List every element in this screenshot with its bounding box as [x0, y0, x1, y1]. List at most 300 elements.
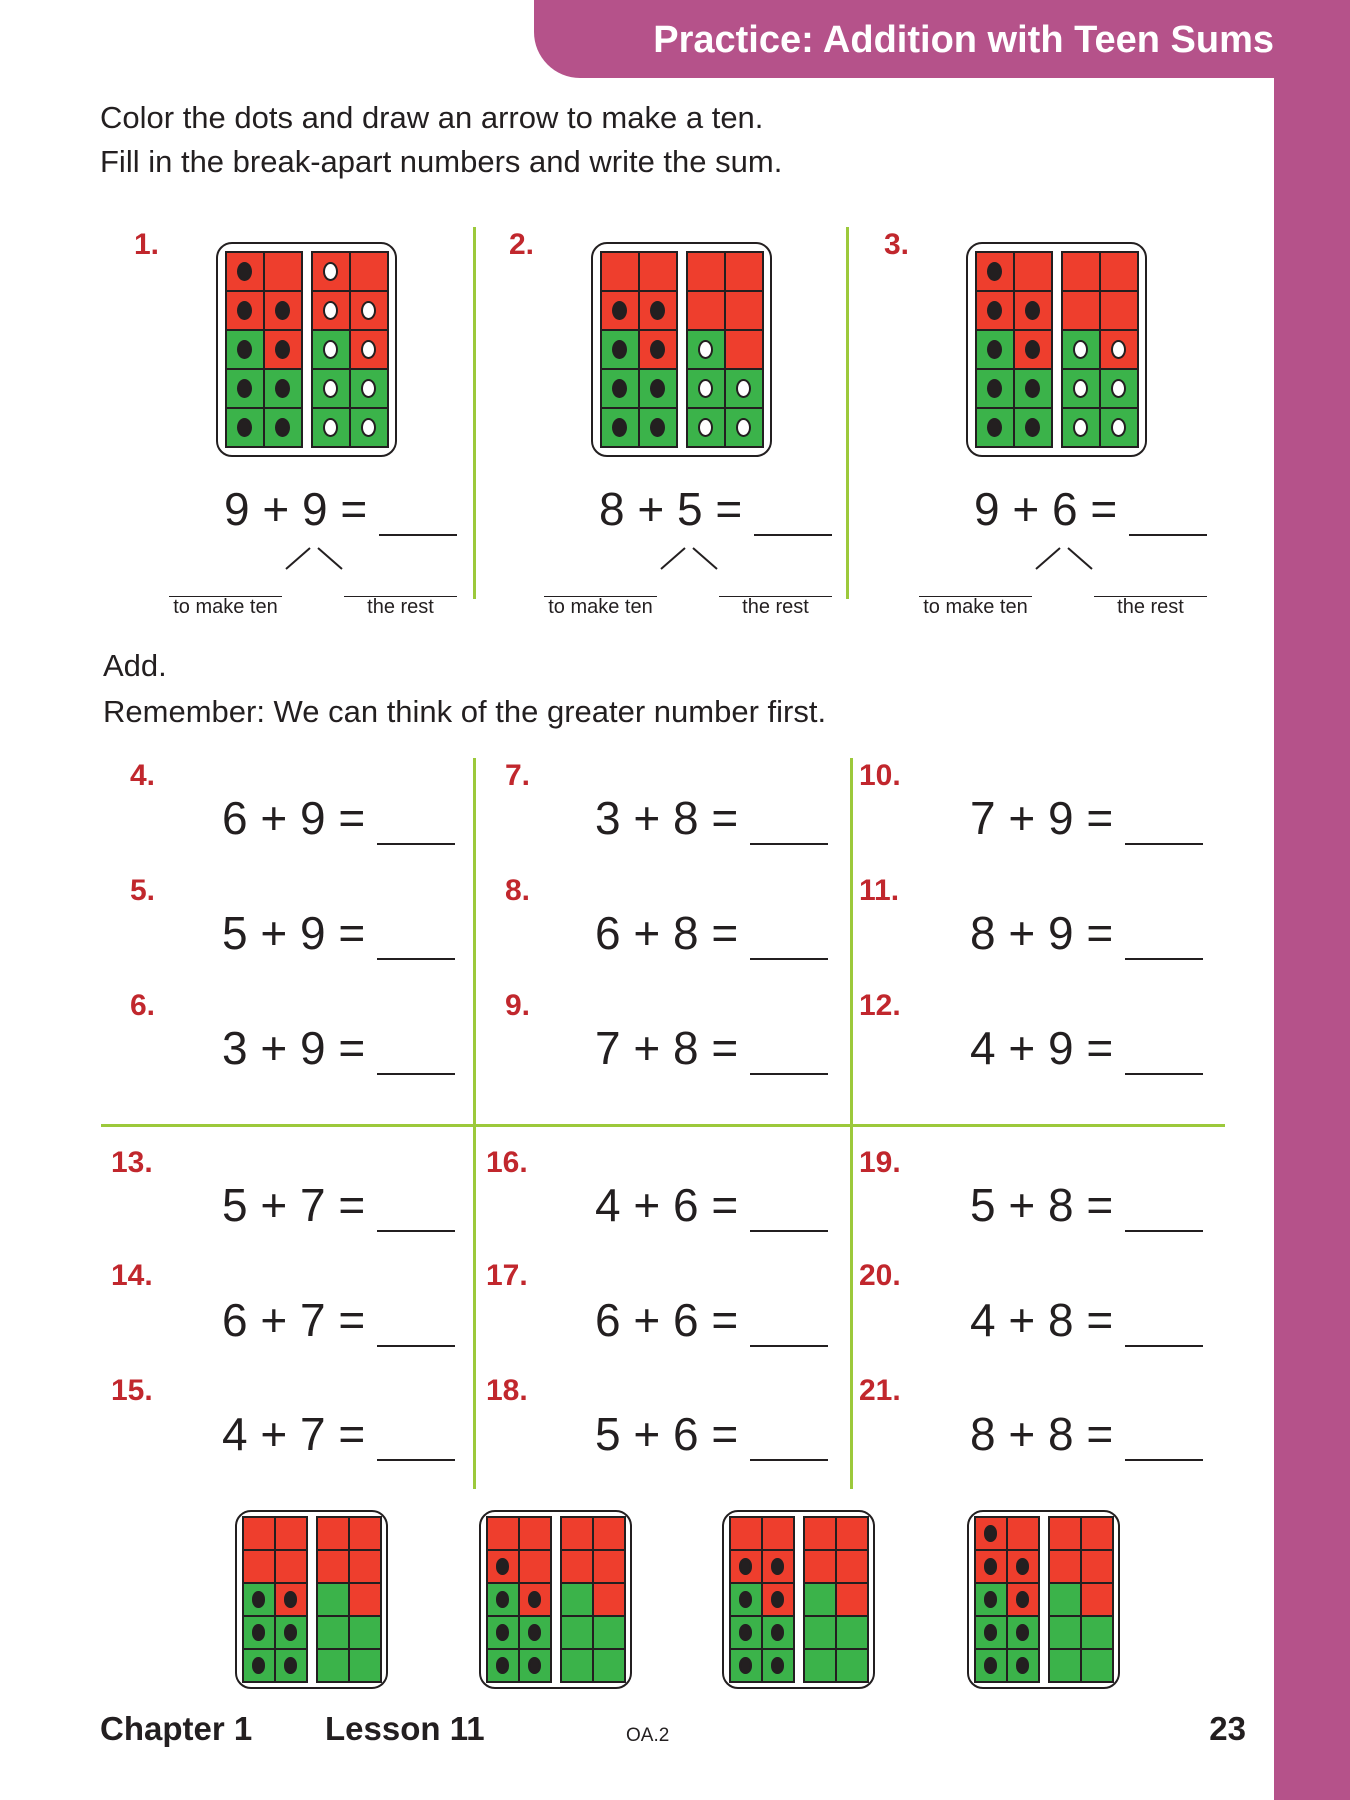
black-dot-icon	[252, 1624, 265, 1640]
frame-cell[interactable]	[488, 1650, 518, 1681]
page-title: Practice: Addition with Teen Sums	[653, 19, 1274, 61]
add-heading: Add.	[103, 648, 167, 683]
frame-cell[interactable]	[1008, 1650, 1038, 1681]
equation-text: 3 + 8 =	[595, 792, 739, 844]
make-ten-label: to make ten	[173, 596, 278, 618]
black-dot-icon	[771, 1558, 784, 1574]
right-ten-frame-grid	[311, 251, 389, 448]
frame-cell[interactable]	[351, 370, 387, 407]
frame-cell[interactable]	[726, 409, 762, 446]
frame-cell[interactable]	[805, 1650, 835, 1681]
frame-cell[interactable]	[318, 1518, 348, 1549]
black-dot-icon	[739, 1624, 752, 1640]
frame-cell[interactable]	[318, 1584, 348, 1615]
frame-cell[interactable]	[276, 1650, 306, 1681]
black-dot-icon	[1016, 1558, 1029, 1574]
black-dot-icon	[496, 1558, 509, 1574]
equation-text: 4 + 9 =	[970, 1022, 1114, 1074]
frame-cell[interactable]	[1015, 253, 1051, 290]
white-dot-icon	[1111, 340, 1126, 359]
frame-cell[interactable]	[805, 1617, 835, 1648]
frame-cell[interactable]	[488, 1518, 518, 1549]
instruction-line-1: Color the dots and draw an arrow to make a ten.	[100, 100, 764, 135]
chapter-label: Chapter 1	[100, 1710, 253, 1747]
equation	[222, 906, 455, 960]
frame-cell[interactable]	[1050, 1584, 1080, 1615]
frame-cell[interactable]	[837, 1551, 867, 1582]
frame-cell[interactable]	[640, 292, 676, 329]
frame-cell[interactable]	[731, 1650, 761, 1681]
black-dot-icon	[496, 1657, 509, 1673]
frame-cell[interactable]	[731, 1584, 761, 1615]
instruction-line-2: Fill in the break-apart numbers and write the sum.	[100, 144, 783, 179]
black-dot-icon	[987, 262, 1002, 281]
frame-cell[interactable]	[244, 1551, 274, 1582]
frame-cell[interactable]	[1101, 370, 1137, 407]
answer-blank[interactable]	[1125, 1035, 1203, 1075]
answer-blank[interactable]	[1125, 920, 1203, 960]
equation-text: 9 + 9 =	[224, 483, 368, 535]
left-ten-frame-grid	[242, 1516, 308, 1683]
frame-cell[interactable]	[763, 1617, 793, 1648]
equation-text: 9 + 6 =	[974, 483, 1118, 535]
ten-frame	[235, 1510, 388, 1689]
frame-cell[interactable]	[594, 1551, 624, 1582]
equation	[222, 1021, 455, 1075]
answer-blank[interactable]	[1125, 805, 1203, 845]
frame-cell[interactable]	[1082, 1551, 1112, 1582]
frame-cell[interactable]	[318, 1617, 348, 1648]
white-dot-icon	[323, 418, 338, 437]
frame-cell[interactable]	[1082, 1650, 1112, 1681]
frame-cell[interactable]	[1050, 1518, 1080, 1549]
frame-cell[interactable]	[313, 331, 349, 368]
frame-cell[interactable]	[351, 253, 387, 290]
frame-cell[interactable]	[1050, 1650, 1080, 1681]
frame-cell[interactable]	[1008, 1518, 1038, 1549]
white-dot-icon	[361, 340, 376, 359]
frame-cell[interactable]	[805, 1584, 835, 1615]
equation-text: 8 + 9 =	[970, 907, 1114, 959]
frame-cell[interactable]	[350, 1551, 380, 1582]
frame-cell[interactable]	[227, 370, 263, 407]
frame-cell[interactable]	[688, 409, 724, 446]
equation-text: 5 + 8 =	[970, 1179, 1114, 1231]
problem-number: 3.	[884, 228, 910, 261]
frame-cell[interactable]	[562, 1551, 592, 1582]
equation-text: 5 + 9 =	[222, 907, 366, 959]
equation	[224, 482, 457, 536]
problem-number: 10.	[859, 759, 901, 792]
frame-cell[interactable]	[276, 1584, 306, 1615]
frame-cell[interactable]	[1008, 1617, 1038, 1648]
problem-number: 18.	[486, 1374, 528, 1407]
black-dot-icon	[984, 1558, 997, 1574]
equation-text: 7 + 8 =	[595, 1022, 739, 1074]
white-dot-icon	[1111, 379, 1126, 398]
frame-cell[interactable]	[976, 1617, 1006, 1648]
frame-cell[interactable]	[488, 1584, 518, 1615]
black-dot-icon	[237, 301, 252, 320]
black-dot-icon	[275, 379, 290, 398]
equation	[970, 906, 1203, 960]
black-dot-icon	[275, 418, 290, 437]
make-ten-label: to make ten	[548, 596, 653, 618]
left-ten-frame-grid	[974, 1516, 1040, 1683]
black-dot-icon	[650, 301, 665, 320]
frame-cell[interactable]	[562, 1650, 592, 1681]
left-ten-frame-grid	[600, 251, 678, 448]
frame-cell[interactable]	[265, 331, 301, 368]
frame-cell[interactable]	[488, 1551, 518, 1582]
frame-cell[interactable]	[351, 409, 387, 446]
problem-number: 2.	[509, 228, 535, 261]
frame-cell[interactable]	[350, 1518, 380, 1549]
left-ten-frame-grid	[975, 251, 1053, 448]
right-ten-frame-grid	[1048, 1516, 1114, 1683]
frame-cell[interactable]	[602, 292, 638, 329]
answer-blank[interactable]	[754, 496, 832, 536]
frame-cell[interactable]	[726, 253, 762, 290]
frame-cell[interactable]	[688, 292, 724, 329]
frame-cell[interactable]	[313, 253, 349, 290]
frame-cell[interactable]	[1082, 1518, 1112, 1549]
equation	[970, 1178, 1203, 1232]
equation-text: 5 + 7 =	[222, 1179, 366, 1231]
frame-cell[interactable]	[602, 370, 638, 407]
divider-line	[846, 227, 849, 599]
frame-cell[interactable]	[1082, 1584, 1112, 1615]
equation	[222, 1293, 455, 1347]
frame-cell[interactable]	[318, 1650, 348, 1681]
frame-cell[interactable]	[244, 1584, 274, 1615]
white-dot-icon	[1073, 418, 1088, 437]
black-dot-icon	[1016, 1624, 1029, 1640]
equation	[970, 1293, 1203, 1347]
answer-blank[interactable]	[379, 496, 457, 536]
white-dot-icon	[1111, 418, 1126, 437]
divider-line	[101, 1124, 1225, 1127]
frame-cell[interactable]	[313, 370, 349, 407]
equation	[222, 791, 455, 845]
black-dot-icon	[612, 418, 627, 437]
frame-cell[interactable]	[977, 292, 1013, 329]
frame-cell[interactable]	[688, 370, 724, 407]
frame-cell[interactable]	[265, 253, 301, 290]
problem-number: 7.	[505, 759, 531, 792]
problem-number: 21.	[859, 1374, 901, 1407]
frame-cell[interactable]	[350, 1650, 380, 1681]
right-ten-frame-grid	[686, 251, 764, 448]
frame-cell[interactable]	[350, 1584, 380, 1615]
frame-cell[interactable]	[731, 1617, 761, 1648]
black-dot-icon	[984, 1624, 997, 1640]
black-dot-icon	[984, 1525, 997, 1541]
answer-blank[interactable]	[377, 1035, 455, 1075]
frame-cell[interactable]	[1015, 331, 1051, 368]
frame-cell[interactable]	[640, 370, 676, 407]
black-dot-icon	[987, 379, 1002, 398]
white-dot-icon	[323, 340, 338, 359]
frame-cell[interactable]	[602, 253, 638, 290]
frame-cell[interactable]	[976, 1518, 1006, 1549]
frame-cell[interactable]	[520, 1551, 550, 1582]
frame-cell[interactable]	[520, 1617, 550, 1648]
frame-cell[interactable]	[1015, 409, 1051, 446]
equation-text: 6 + 7 =	[222, 1294, 366, 1346]
problem-number: 17.	[486, 1259, 528, 1292]
problem-number: 6.	[130, 989, 156, 1022]
frame-cell[interactable]	[594, 1518, 624, 1549]
frame-cell[interactable]	[1050, 1617, 1080, 1648]
black-dot-icon	[1025, 340, 1040, 359]
problem-number: 14.	[111, 1259, 153, 1292]
problem-number: 4.	[130, 759, 156, 792]
equation	[595, 1407, 828, 1461]
frame-cell[interactable]	[731, 1551, 761, 1582]
answer-blank[interactable]	[750, 805, 828, 845]
white-dot-icon	[361, 379, 376, 398]
black-dot-icon	[528, 1591, 541, 1607]
equation	[595, 791, 828, 845]
frame-cell[interactable]	[640, 409, 676, 446]
equation-text: 4 + 8 =	[970, 1294, 1114, 1346]
frame-cell[interactable]	[805, 1518, 835, 1549]
frame-cell[interactable]	[837, 1584, 867, 1615]
black-dot-icon	[1025, 379, 1040, 398]
frame-cell[interactable]	[1015, 370, 1051, 407]
answer-blank[interactable]	[1125, 1421, 1203, 1461]
frame-cell[interactable]	[276, 1518, 306, 1549]
frame-cell[interactable]	[1063, 370, 1099, 407]
left-ten-frame-grid	[486, 1516, 552, 1683]
frame-cell[interactable]	[227, 409, 263, 446]
black-dot-icon	[1016, 1591, 1029, 1607]
frame-cell[interactable]	[837, 1650, 867, 1681]
make-ten-label: to make ten	[923, 596, 1028, 618]
frame-cell[interactable]	[688, 253, 724, 290]
white-dot-icon	[323, 262, 338, 281]
white-dot-icon	[698, 379, 713, 398]
equation	[599, 482, 832, 536]
black-dot-icon	[984, 1657, 997, 1673]
ten-frame	[967, 1510, 1120, 1689]
frame-cell[interactable]	[1063, 409, 1099, 446]
frame-cell[interactable]	[726, 370, 762, 407]
frame-cell[interactable]	[688, 331, 724, 368]
frame-cell[interactable]	[276, 1551, 306, 1582]
frame-cell[interactable]	[1063, 253, 1099, 290]
frame-cell[interactable]	[763, 1584, 793, 1615]
answer-blank[interactable]	[750, 1421, 828, 1461]
rest-label: the rest	[1117, 596, 1184, 618]
black-dot-icon	[739, 1558, 752, 1574]
frame-cell[interactable]	[763, 1650, 793, 1681]
equation-text: 4 + 7 =	[222, 1408, 366, 1460]
answer-blank[interactable]	[377, 1192, 455, 1232]
answer-blank[interactable]	[750, 1307, 828, 1347]
frame-cell[interactable]	[1015, 292, 1051, 329]
black-dot-icon	[612, 301, 627, 320]
black-dot-icon	[237, 340, 252, 359]
problem-number: 20.	[859, 1259, 901, 1292]
rest-label: the rest	[742, 596, 809, 618]
black-dot-icon	[275, 301, 290, 320]
black-dot-icon	[237, 379, 252, 398]
black-dot-icon	[284, 1657, 297, 1673]
black-dot-icon	[252, 1591, 265, 1607]
black-dot-icon	[739, 1591, 752, 1607]
ten-frame	[479, 1510, 632, 1689]
frame-cell[interactable]	[520, 1584, 550, 1615]
problem-number: 15.	[111, 1374, 153, 1407]
frame-cell[interactable]	[313, 409, 349, 446]
right-ten-frame-grid	[316, 1516, 382, 1683]
equation	[974, 482, 1207, 536]
frame-cell[interactable]	[976, 1650, 1006, 1681]
frame-cell[interactable]	[837, 1518, 867, 1549]
ten-frame	[216, 242, 397, 457]
equation	[970, 791, 1203, 845]
answer-blank[interactable]	[1125, 1192, 1203, 1232]
equation	[595, 1178, 828, 1232]
side-strip	[1274, 0, 1350, 1800]
equation	[595, 1293, 828, 1347]
lesson-label: Lesson 11	[325, 1710, 485, 1747]
black-dot-icon	[1025, 301, 1040, 320]
frame-cell[interactable]	[1101, 409, 1137, 446]
right-ten-frame-grid	[560, 1516, 626, 1683]
frame-cell[interactable]	[351, 292, 387, 329]
frame-cell[interactable]	[1063, 292, 1099, 329]
ten-frame	[966, 242, 1147, 457]
black-dot-icon	[771, 1624, 784, 1640]
frame-cell[interactable]	[227, 331, 263, 368]
frame-cell[interactable]	[977, 370, 1013, 407]
black-dot-icon	[650, 340, 665, 359]
white-dot-icon	[361, 418, 376, 437]
frame-cell[interactable]	[244, 1617, 274, 1648]
frame-cell[interactable]	[731, 1518, 761, 1549]
white-dot-icon	[323, 301, 338, 320]
frame-cell[interactable]	[976, 1584, 1006, 1615]
frame-cell[interactable]	[805, 1551, 835, 1582]
answer-blank[interactable]	[377, 805, 455, 845]
frame-cell[interactable]	[265, 292, 301, 329]
frame-cell[interactable]	[350, 1617, 380, 1648]
equation	[595, 906, 828, 960]
frame-cell[interactable]	[976, 1551, 1006, 1582]
frame-cell[interactable]	[1063, 331, 1099, 368]
frame-cell[interactable]	[763, 1518, 793, 1549]
black-dot-icon	[987, 340, 1002, 359]
frame-cell[interactable]	[1008, 1551, 1038, 1582]
frame-cell[interactable]	[313, 292, 349, 329]
black-dot-icon	[771, 1591, 784, 1607]
frame-cell[interactable]	[1101, 253, 1137, 290]
answer-blank[interactable]	[377, 1421, 455, 1461]
frame-cell[interactable]	[1050, 1551, 1080, 1582]
equation-text: 6 + 6 =	[595, 1294, 739, 1346]
frame-cell[interactable]	[594, 1584, 624, 1615]
frame-cell[interactable]	[977, 409, 1013, 446]
frame-cell[interactable]	[276, 1617, 306, 1648]
frame-cell[interactable]	[763, 1551, 793, 1582]
left-ten-frame-grid	[729, 1516, 795, 1683]
frame-cell[interactable]	[227, 292, 263, 329]
frame-cell[interactable]	[1008, 1584, 1038, 1615]
frame-cell[interactable]	[562, 1617, 592, 1648]
standard-label: OA.2	[626, 1725, 670, 1746]
black-dot-icon	[984, 1591, 997, 1607]
frame-cell[interactable]	[726, 292, 762, 329]
page-number: 23	[1209, 1710, 1246, 1747]
answer-blank[interactable]	[1125, 1307, 1203, 1347]
answer-blank[interactable]	[750, 1192, 828, 1232]
frame-cell[interactable]	[640, 253, 676, 290]
frame-cell[interactable]	[562, 1584, 592, 1615]
black-dot-icon	[275, 340, 290, 359]
left-ten-frame-grid	[225, 251, 303, 448]
problem-number: 13.	[111, 1146, 153, 1179]
frame-cell[interactable]	[1101, 292, 1137, 329]
frame-cell[interactable]	[977, 331, 1013, 368]
black-dot-icon	[252, 1657, 265, 1673]
black-dot-icon	[771, 1657, 784, 1673]
equation-text: 8 + 8 =	[970, 1408, 1114, 1460]
answer-blank[interactable]	[377, 920, 455, 960]
answer-blank[interactable]	[750, 1035, 828, 1075]
frame-cell[interactable]	[1101, 331, 1137, 368]
black-dot-icon	[650, 418, 665, 437]
answer-blank[interactable]	[1129, 496, 1207, 536]
frame-cell[interactable]	[318, 1551, 348, 1582]
frame-cell[interactable]	[520, 1650, 550, 1681]
white-dot-icon	[736, 379, 751, 398]
frame-cell[interactable]	[640, 331, 676, 368]
equation	[970, 1407, 1203, 1461]
frame-cell[interactable]	[244, 1518, 274, 1549]
black-dot-icon	[739, 1657, 752, 1673]
frame-cell[interactable]	[594, 1650, 624, 1681]
frame-cell[interactable]	[562, 1518, 592, 1549]
equation	[222, 1178, 455, 1232]
frame-cell[interactable]	[602, 409, 638, 446]
frame-cell[interactable]	[265, 370, 301, 407]
frame-cell[interactable]	[837, 1617, 867, 1648]
frame-cell[interactable]	[977, 253, 1013, 290]
frame-cell[interactable]	[244, 1650, 274, 1681]
answer-blank[interactable]	[377, 1307, 455, 1347]
black-dot-icon	[1025, 418, 1040, 437]
frame-cell[interactable]	[1082, 1617, 1112, 1648]
equation-text: 7 + 9 =	[970, 792, 1114, 844]
frame-cell[interactable]	[726, 331, 762, 368]
frame-cell[interactable]	[602, 331, 638, 368]
right-ten-frame-grid	[803, 1516, 869, 1683]
answer-blank[interactable]	[750, 920, 828, 960]
frame-cell[interactable]	[351, 331, 387, 368]
problem-number: 1.	[134, 228, 160, 261]
frame-cell[interactable]	[265, 409, 301, 446]
frame-cell[interactable]	[227, 253, 263, 290]
white-dot-icon	[1073, 379, 1088, 398]
frame-cell[interactable]	[488, 1617, 518, 1648]
frame-cell[interactable]	[594, 1617, 624, 1648]
black-dot-icon	[1016, 1657, 1029, 1673]
frame-cell[interactable]	[520, 1518, 550, 1549]
black-dot-icon	[528, 1657, 541, 1673]
